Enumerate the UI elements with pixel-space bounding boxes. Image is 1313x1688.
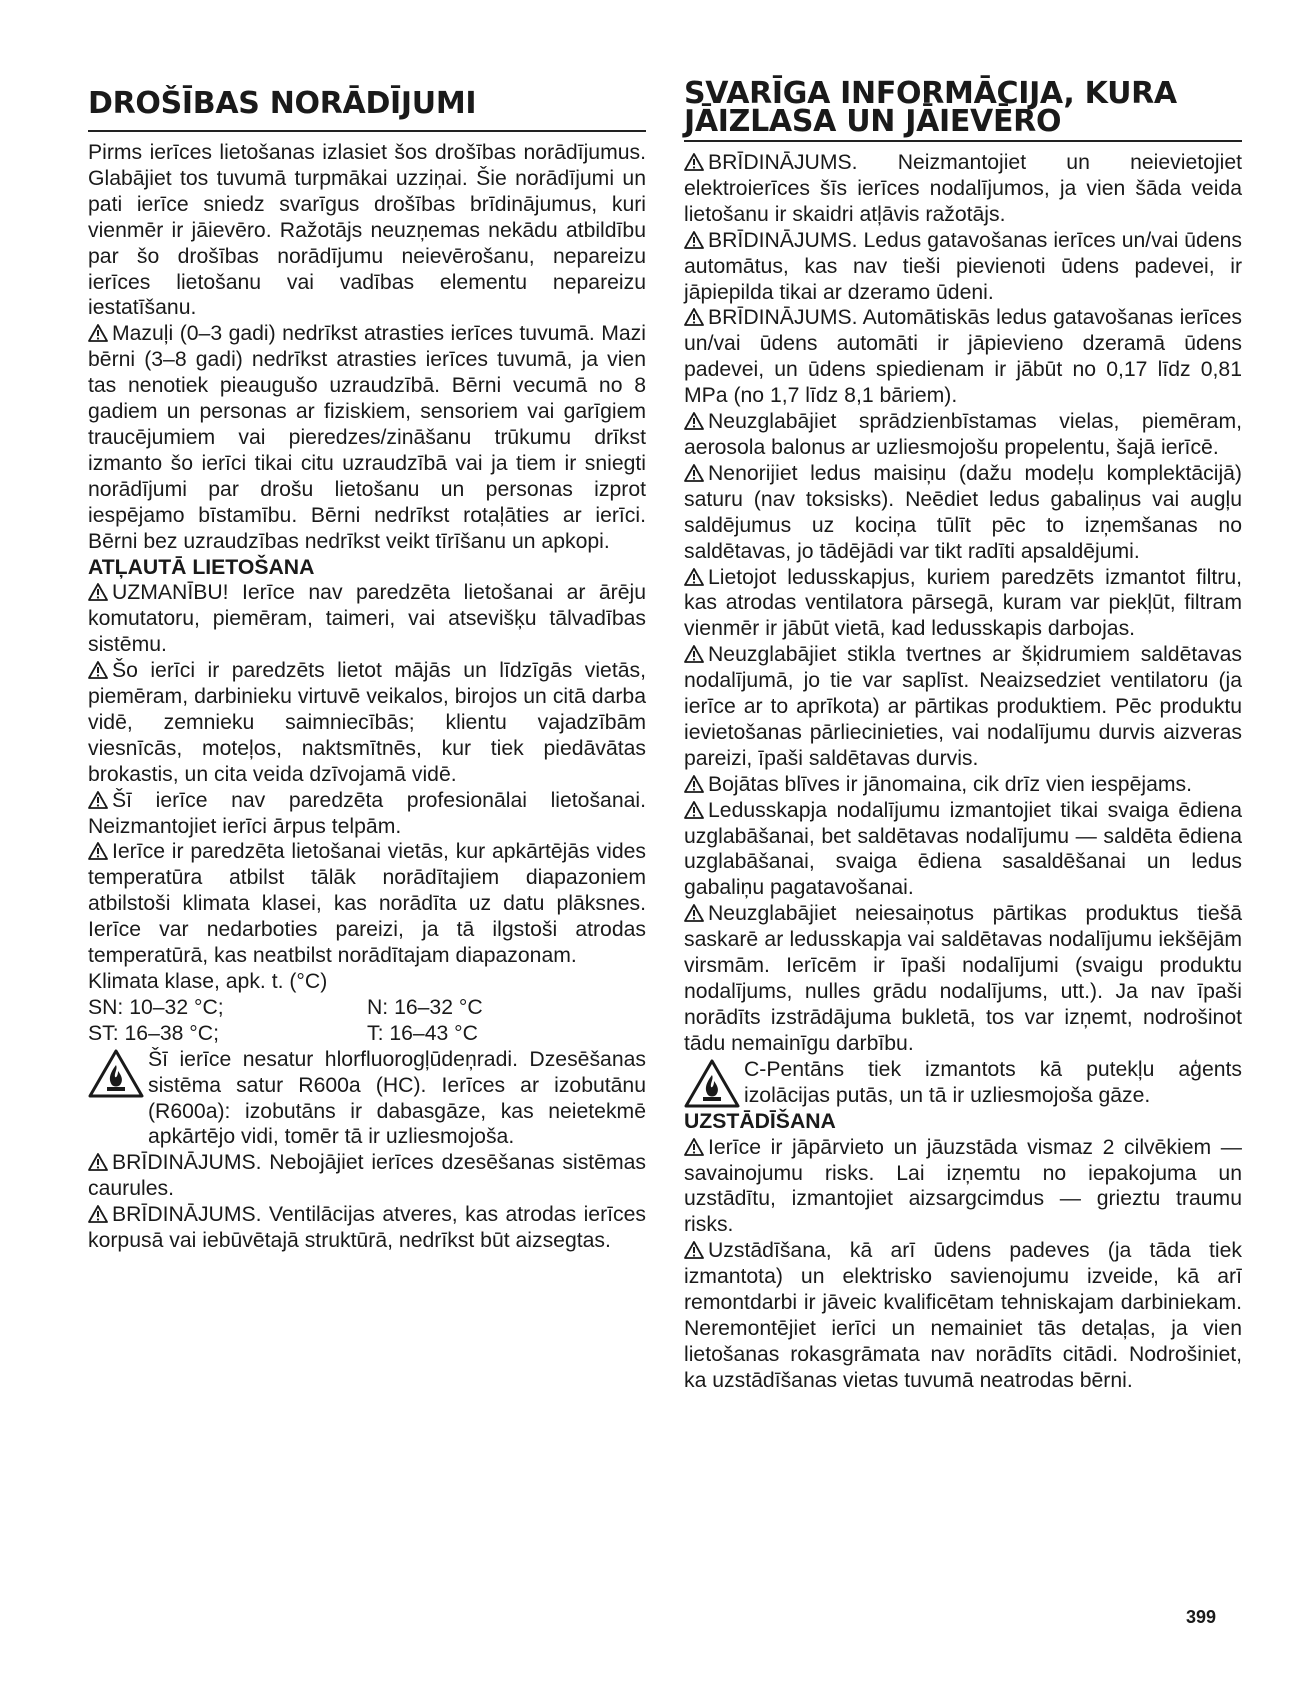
section-heading-safety: DROŠĪBAS NORĀDĪJUMI [88,80,646,132]
warning-icon [684,308,704,326]
paragraph-warning-2 [88,1202,646,1254]
paragraph-r10 [684,901,1242,1056]
paragraph-r8-text: Bojātas blīves ir jānomaina, cik drīz vien iespējams. [708,772,1192,796]
paragraph-r1-text: BRĪDINĀJUMS. Neizmantojiet un neievietojiet elektroierīces šīs ierīces nodalījumos, ja vien šāda veida lietošanu ir skaidri atļāvis ražotājs. [684,151,1242,226]
paragraph-r2 [684,228,1242,306]
warning-icon [684,412,704,430]
heading-line-2: JĀIZLASA UN JĀIEVĒRO [684,104,1062,139]
warning-icon [684,904,704,922]
warning-icon [684,775,704,793]
climate-row [88,995,646,1021]
warning-icon [88,583,108,601]
flammable-warning-icon [88,1049,144,1099]
paragraph-r5 [684,461,1242,565]
left-column [88,80,646,1254]
paragraph-r7-text: Neuzglabājiet stikla tvertnes ar šķidrumiem saldētavas nodalījumā, jo tie var saplīst. Neaizsedziet ventilatoru (ja ierīce ar to aprīkota) ar pārtikas produktiem. Pēc produktu ievietošanas pārliecinieties, vai nodalījumu durvis aizveras pareizi, īpaši saldētavas durvis. [684,643,1242,770]
paragraph-permitted-4-text: Ierīce ir paredzēta lietošanai vietās, kur apkārtējās vides temperatūra atbilst tālāk norādītajiem diapazoniem atbilstoši klimata klasei, kas norādīta uz datu plāksnes. Ierīce var nedarboties pareizi, ja tā ilgstoši atrodas temperatūrā, kas neatbilst norādītajam diapazonam. [88,840,646,968]
climate-value: N: 16–32 °C [367,995,483,1019]
paragraph-install-2-text: Uzstādīšana, kā arī ūdens padeves (ja tāda tiek izmantota) un elektrisko savienojumu izveide, kā arī remontdarbi ir jāveic kvalificētam tehniskajam darbiniekam. Neremontējiet ierīci un nemainiet tās detaļas, ja vien lietošanas rokasgrāmata nav norādīts citādi. Nodrošiniet, ka uzstādīšanas vietas tuvumā neatrodas bērni. [684,1239,1242,1392]
left-body [88,140,646,1254]
subheading-installation: UZSTĀDĪŠANA [684,1109,836,1133]
paragraph-r11: C-Pentāns tiek izmantots kā putekļu aģents izolācijas putās, un tā ir uzliesmojoša gāze. [744,1057,1242,1107]
paragraph-warning-1-text: BRĪDINĀJUMS. Nebojājiet ierīces dzesēšanas sistēmas caurules. [88,1151,646,1201]
paragraph-warning-1 [88,1150,646,1202]
warning-icon [684,568,704,586]
paragraph-r3-text: BRĪDINĀJUMS. Automātiskās ledus gatavošanas ierīces un/vai ūdens automāti ir jāpievieno dzeramā ūdens padevei, un ūdens spiedienam ir jābūt no 0,17 līdz 0,81 MPa (no 1,7 līdz 8,1 bāriem). [684,306,1242,408]
paragraph-permitted-1-text: UZMANĪBU! Ierīce nav paredzēta lietošanai ar ārēju komutatoru, piemēram, taimeri, vai atsevišķu tālvadības sistēmu. [88,581,646,657]
right-column [684,76,1242,1394]
paragraph-r4 [684,409,1242,461]
paragraph-permitted-2 [88,658,646,788]
warning-icon [684,801,704,819]
paragraph-children [88,321,646,554]
warning-icon [684,153,704,171]
paragraph-permitted-3-text: Šī ierīce nav paredzēta profesionālai lietošanai. Neizmantojiet ierīci ārpus telpām. [88,788,646,838]
climate-value: ST: 16–38 °C; [88,1021,219,1045]
warning-icon [88,324,108,342]
warning-icon [684,1241,704,1259]
paragraph-permitted-4 [88,839,646,969]
paragraph-r5-text: Nenorijiet ledus maisiņu (dažu modeļu komplektācijā) saturu (nav toksisks). Neēdiet ledus gabaliņus vai augļu saldējumus uz kociņa tūlīt pēc to izņemšanas no saldētavas, jo tādējādi var tikt radīti apsaldējumi. [684,461,1242,563]
warning-icon [88,791,108,809]
paragraph-r1 [684,150,1242,228]
paragraph-r2-text: BRĪDINĀJUMS. Ledus gatavošanas ierīces un/vai ūdens automātus, kas nav tieši pievienoti ūdens padevei, ir jāpiepilda tikai ar dzeramo ūdeni. [684,228,1242,304]
paragraph-install-1-text: Ierīce ir jāpārvieto un jāuzstāda vismaz 2 cilvēkiem — savainojumu risks. Lai izņemtu no iepakojuma un uzstādītu, izmantojiet aizsargcimdus — grieztu traumu risks. [684,1135,1242,1237]
paragraph-permitted-3 [88,788,646,840]
paragraph-r4-text: Neuzglabājiet sprādzienbīstamas vielas, piemēram, aerosola balonus ar uzliesmojošu propelentu, šajā ierīcē. [684,410,1242,459]
paragraph-r8 [684,772,1242,798]
subheading-permitted-use: ATĻAUTĀ LIETOŠANA [88,555,315,579]
paragraph-children-text: Mazuļi (0–3 gadi) nedrīkst atrasties ierīces tuvumā. Mazi bērni (3–8 gadi) nedrīkst atrasties ierīces tuvumā, ja vien tas nenotiek pieaugušo uzraudzībā. Bērni vecumā no 8 gadiem un personas ar fiziskiem, sensoriem vai garīgiem traucējumiem vai pieredzes/zināšanu trūkumu drīkst izmanto šo ierīci tikai citu uzraudzībā vai ja tiem ir sniegti norādījumi par drošu lietošanu un personas izprot iespējamo bīstamību. Bērni nedrīkst rotaļāties ar ierīci. Bērni bez uzraudzības nedrīkst veikt tīrīšanu un apkopi. [88,322,646,553]
warning-icon [88,1153,108,1171]
climate-value: T: 16–43 °C [367,1021,478,1045]
paragraph-r6 [684,565,1242,643]
paragraph-install-2 [684,1238,1242,1393]
heading-line-1: SVARĪGA INFORMĀCIJA, KURA [684,76,1177,111]
flammable-warning-icon [684,1059,740,1109]
warning-icon [684,231,704,249]
refrigerant-block [88,1047,646,1151]
climate-row [88,1021,646,1047]
paragraph-intro: Pirms ierīces lietošanas izlasiet šos drošības norādījumus. Glabājiet tos tuvumā turpmākai uzziņai. Šie norādījumi un pati ierīce sniedz svarīgus drošības brīdinājumus, kuri vienmēr ir jāievēro. Ražotājs neuzņemas nekādu atbildību par šo drošības norādījumu neievērošanu, nepareizu ierīces lietošanu vai vadības elementu nepareizu iestatīšanu. [88,141,646,320]
paragraph-refrigerant: Šī ierīce nesatur hlorfluorogļūdeņradi. Dzesēšanas sistēma satur R600a (HC). Ierīces ar izobutānu (R600a): izobutāns ir dabasgāze, kas neietekmē apkārtējo vidi, tomēr tā ir uzliesmojoša. [148,1047,646,1149]
paragraph-r7 [684,642,1242,772]
warning-icon [684,1138,704,1156]
warning-icon [684,464,704,482]
paragraph-r6-text: Lietojot ledusskapjus, kuriem paredzēts izmantot filtru, kas atrodas ventilatora pārsegā, kuram var piekļūt, filtram vienmēr ir jābūt vietā, kad ledusskapis darbojas. [684,565,1242,641]
paragraph-permitted-1 [88,580,646,658]
paragraph-permitted-2-text: Šo ierīci ir paredzēts lietot mājās un līdzīgās vietās, piemēram, darbinieku virtuvē veikalos, birojos un citā darba vidē, zemnieku saimniecībās; klientu vajadzībām viesnīcās, moteļos, naktsmītnēs, kur tiek piedāvātas brokastis, un cita veida dzīvojamā vidē. [88,659,646,786]
right-body [684,150,1242,1394]
page-number: 399 [1186,1607,1217,1627]
cpentane-block [684,1057,1242,1109]
section-heading-important-info [684,76,1242,142]
paragraph-r9 [684,798,1242,902]
warning-icon [88,1205,108,1223]
paragraph-r9-text: Ledusskapja nodalījumu izmantojiet tikai svaiga ēdiena uzglabāšanai, bet saldētavas nodalījumu — saldēta ēdiena uzglabāšanai, svaiga ēdiena sasaldēšanai un ledus gabaliņu pagatavošanai. [684,798,1242,900]
paragraph-install-1 [684,1135,1242,1239]
paragraph-warning-2-text: BRĪDINĀJUMS. Ventilācijas atveres, kas atrodas ierīces korpusā vai iebūvētajā struktūrā, nedrīkst būt aizsegtas. [88,1203,646,1253]
paragraph-r10-text: Neuzglabājiet neiesaiņotus pārtikas produktus tiešā saskarē ar ledusskapja vai saldētavas nodalījumu iekšējām virsmām. Ierīcēm ir īpaši nodalījumi (svaigu produktu nodalījums, nulles grādu nodalījums, utt.). Ja nav īpaši norādīts izstrādājuma bukletā, tos var izņemt, nodrošinot tādu nemainīgu darbību. [684,902,1242,1055]
paragraph-r3 [684,305,1242,409]
climate-value: SN: 10–32 °C; [88,995,224,1019]
climate-class-label: Klimata klase, apk. t. (°C) [88,970,328,993]
warning-icon [684,645,704,663]
warning-icon [88,661,108,679]
warning-icon [88,842,108,860]
